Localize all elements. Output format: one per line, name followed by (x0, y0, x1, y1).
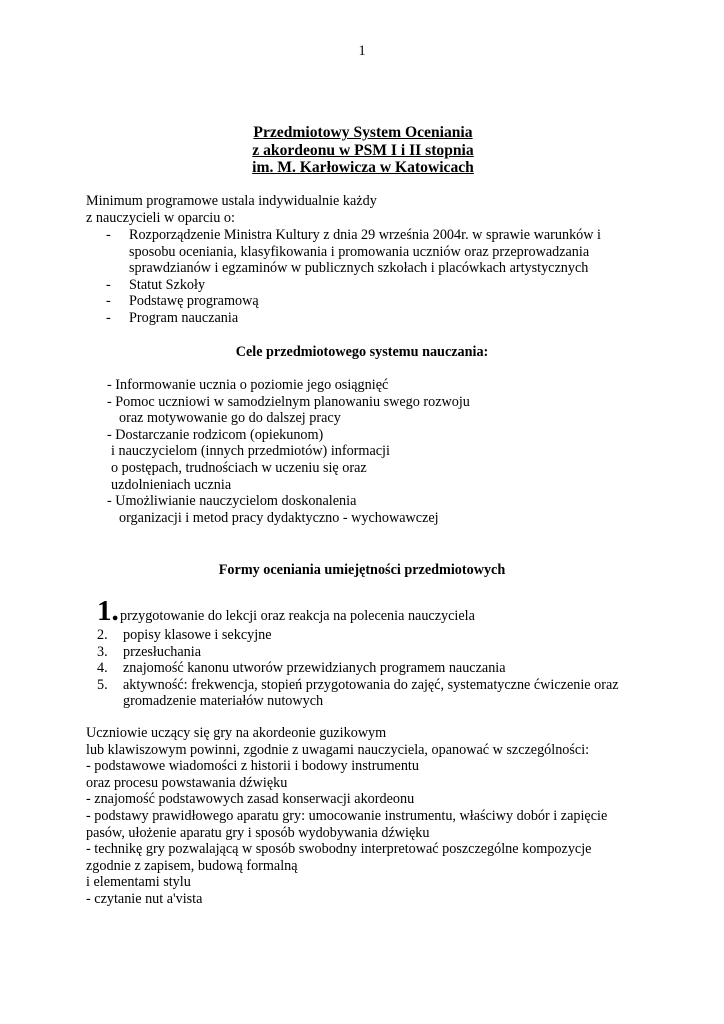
document-title (0, 124, 724, 177)
goal-line: oraz motywowanie go do dalszej pracy (119, 410, 341, 427)
skills-line: lub klawiszowym powinni, zgodnie z uwagami nauczyciela, opanować w szczególności: (86, 741, 590, 758)
basis-list (106, 227, 601, 327)
intro-line: Minimum programowe ustala indywidualnie każdy (86, 193, 377, 209)
goals-list (107, 377, 470, 526)
goal-line: - Informowanie ucznia o poziomie jego osiągnięć (107, 377, 389, 393)
list-item (106, 293, 601, 310)
intro-line: z nauczycieli w oparciu o: (86, 209, 235, 226)
list-marker: 4. (97, 660, 108, 677)
title-line-1: Przedmiotowy System Oceniania (253, 124, 473, 141)
goal-line: - Dostarczanie rodzicom (opiekunom) (107, 426, 324, 443)
list-item-text: przesłuchania (123, 643, 201, 660)
skills-line: i elementami stylu (86, 874, 191, 891)
list-item (97, 660, 619, 677)
skills-line: - technikę gry pozwalającą w sposób swobodny interpretować poszczególne kompozycje (86, 841, 592, 858)
skills-line: - podstawy prawidłowego aparatu gry: umocowanie instrumentu, właściwy dobór i zapięcie (86, 807, 608, 824)
list-item-text: sposobu oceniania, klasyfikowania i promowania uczniów oraz przeprowadzania (129, 243, 590, 260)
goal-line: i nauczycielom (innych przedmiotów) informacji (111, 443, 390, 460)
list-item-text: Statut Szkoły (129, 276, 206, 293)
list-item-text: gromadzenie materiałów nutowych (123, 693, 324, 710)
list-marker: - (106, 309, 111, 326)
goal-line: - Pomoc uczniowi w samodzielnym planowaniu swego rozwoju (107, 393, 470, 410)
list-item (97, 677, 619, 710)
list-marker: 2. (97, 627, 108, 643)
list-item-text: sprawdzianów i egzaminów w publicznych szkołach i placówkach artystycznych (129, 260, 589, 277)
forms-heading: Formy oceniania umiejętności przedmiotowych (218, 562, 506, 578)
list-item (106, 277, 601, 294)
skills-line: - czytanie nut a'vista (86, 890, 203, 907)
skills-line: Uczniowie uczący się gry na akordeonie guzikowym (86, 725, 387, 741)
skills-line: - podstawowe wiadomości z historii i bodowy instrumentu (86, 758, 419, 775)
list-marker: 5. (97, 676, 108, 693)
skills-paragraph (86, 725, 607, 908)
list-item (106, 227, 601, 277)
list-item (97, 627, 619, 644)
skills-line: oraz procesu powstawania dźwięku (86, 774, 288, 791)
list-item-text: Program nauczania (129, 309, 239, 326)
goals-heading: Cele przedmiotowego systemu nauczania: (235, 344, 489, 360)
list-item (106, 310, 601, 327)
list-marker: - (106, 276, 111, 293)
skills-line: zgodnie z zapisem, budową formalną (86, 857, 298, 874)
list-marker: - (106, 227, 111, 243)
goal-line: organizacji i metod pracy dydaktyczno - wychowawczej (119, 509, 439, 526)
forms-list (97, 627, 619, 710)
skills-line: pasów, ułożenie aparatu gry i sposób wydobywania dźwięku (86, 824, 430, 841)
list-item-text: aktywność: frekwencja, stopień przygotowania do zajęć, systematyczne ćwiczenie oraz (123, 676, 619, 693)
list-item (97, 644, 619, 661)
list-item-text: Rozporządzenie Ministra Kultury z dnia 29 września 2004r. w sprawie warunków i (129, 227, 601, 243)
page-number: 1 (358, 43, 366, 59)
list-item-text: Podstawę programową (129, 293, 259, 310)
skills-line: - znajomość podstawowych zasad konserwacji akordeonu (86, 791, 415, 808)
goal-line: uzdolnieniach ucznia (111, 476, 232, 493)
list-marker: - (106, 293, 111, 310)
list-item-text: przygotowanie do lekcji oraz reakcja na polecenia nauczyciela (120, 608, 475, 624)
goal-line: - Umożliwianie nauczycielom doskonalenia (107, 493, 357, 510)
intro-paragraph (86, 193, 377, 226)
list-marker: 3. (97, 643, 108, 660)
list-item-text: znajomość kanonu utworów przewidzianych programem nauczania (123, 660, 506, 677)
title-line-2: z akordeonu w PSM I i II stopnia (252, 141, 474, 159)
list-marker: 1. (97, 595, 119, 627)
list-item-text: popisy klasowe i sekcyjne (123, 627, 272, 643)
title-line-3: im. M. Karłowicza w Katowicach (252, 159, 474, 176)
goal-line: o postępach, trudnościach w uczeniu się oraz (111, 459, 367, 476)
